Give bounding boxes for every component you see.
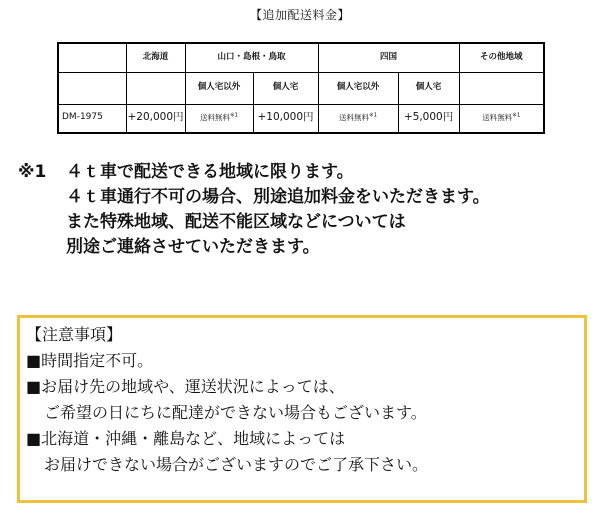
shipping-fee-table — [57, 42, 545, 134]
fee-chugoku-home: +10,000円 — [253, 104, 318, 133]
product-code: DM-1975 — [58, 104, 126, 133]
fee-other-regions: 送料無料$^{※1}$ — [459, 104, 544, 133]
subheader-chugoku-home: 個人宅 — [253, 72, 318, 104]
fee-hokkaido: +20,000円 — [126, 104, 185, 133]
notice-line: ■北海道・沖縄・離島など、地域によっては — [26, 429, 346, 448]
fee-shikoku-non-home: 送料無料$^{※1}$ — [318, 104, 398, 133]
footnote-mark: ※1 — [18, 162, 47, 182]
table-row — [58, 104, 544, 133]
notice-heading: 【注意事項】 — [26, 325, 123, 344]
subheader-shikoku-home: 個人宅 — [398, 72, 459, 104]
notice-line: お届けできない場合がございますのでご了承下さい。 — [44, 455, 429, 474]
notice-line: ■お届け先の地域や、運送状況によっては、 — [26, 377, 345, 396]
subheader-empty-cell — [58, 72, 126, 104]
header-yamaguchi-shimane-tottori: 山口・島根・鳥取 — [185, 43, 318, 72]
footnote-line: ４ｔ車通行不可の場合、別途追加料金をいただきます。 — [66, 187, 490, 207]
footnote-line: 別途ご連絡させていただきます。 — [66, 237, 320, 257]
table-header-row — [58, 43, 544, 72]
footnote — [18, 160, 593, 260]
footnote-line: また特殊地域、配送不能区域などについては — [66, 212, 406, 232]
table-subheader-row — [58, 72, 544, 104]
subheader-chugoku-non-home: 個人宅以外 — [185, 72, 253, 104]
notice-line: ご希望の日にちに配達ができない場合もございます。 — [44, 403, 427, 422]
notice-box — [17, 315, 587, 503]
header-other-regions: その他地域 — [459, 43, 544, 72]
footnote-line: ※1 ４ｔ車で配送できる地域に限ります。 — [18, 160, 593, 185]
page-title: 【追加配送料金】 — [249, 8, 350, 22]
subheader-empty-cell — [126, 72, 185, 104]
notice-line: ■時間指定不可。 — [26, 351, 154, 370]
fee-chugoku-non-home: 送料無料$^{※1}$ — [185, 104, 253, 133]
header-hokkaido: 北海道 — [126, 43, 185, 72]
subheader-empty-cell — [459, 72, 544, 104]
header-shikoku: 四国 — [318, 43, 459, 72]
fee-shikoku-home: +5,000円 — [398, 104, 459, 133]
header-empty-cell — [58, 43, 126, 72]
subheader-shikoku-non-home: 個人宅以外 — [318, 72, 398, 104]
